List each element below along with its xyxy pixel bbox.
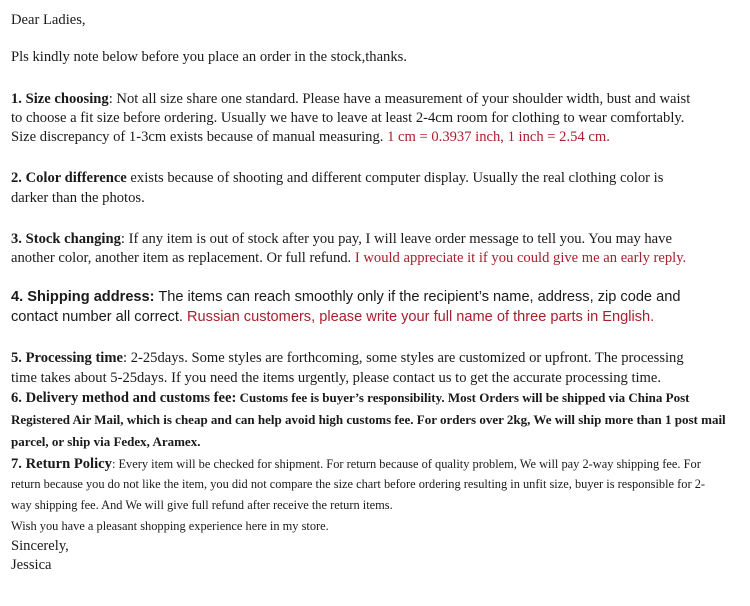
- early-reply-note: I would appreciate it if you could give me an early reply.: [354, 250, 687, 266]
- closing-wish: Wish you have a pleasant shopping experience here in my store.: [11, 519, 329, 533]
- size-choosing-line-3: Size discrepancy of 1-3cm exists because of manual measuring. 1 cm = 0.3937 inch, 1 inch = 2.54 cm.: [11, 129, 610, 145]
- processing-time-heading: 5. Processing time: [11, 350, 123, 366]
- color-difference-line-2: darker than the photos.: [11, 190, 145, 206]
- stock-changing-heading: 3. Stock changing: [11, 231, 121, 247]
- delivery-method-heading: 6. Delivery method and customs fee:: [11, 390, 237, 406]
- color-difference-heading: 2. Color difference: [11, 170, 127, 186]
- size-choosing-line-1: 1. Size choosing: Not all size share one standard. Please have a measurement of your shoulder width, bust and waist: [11, 91, 691, 107]
- processing-time-line-1: 5. Processing time: 2-25days. Some styles are forthcoming, some styles are customized or upfront. The processing: [11, 350, 684, 366]
- delivery-method-line-3: parcel, or ship via Fedex, Aramex.: [11, 434, 201, 449]
- size-choosing-line-2: to choose a fit size before ordering. Usually we have to leave at least 2-4cm room for clothing to wear comfortably.: [11, 110, 685, 126]
- return-policy-line-1: 7. Return Policy: Every item will be checked for shipment. For return because of quality problem, We will pay 2-way shipping fee. For: [11, 456, 701, 472]
- color-difference-line-1: 2. Color difference exists because of shooting and different computer display. Usually the real clothing color is: [11, 170, 664, 186]
- shipping-address-line-2: contact number all correct. Russian customers, please write your full name of three parts in English.: [11, 309, 655, 325]
- processing-time-line-2: time takes about 5-25days. If you need the items urgently, please contact us to get the accurate processing time.: [11, 370, 662, 386]
- return-policy-heading: 7. Return Policy: [11, 456, 112, 472]
- shipping-address-heading: 4. Shipping address:: [11, 289, 155, 305]
- shipping-address-line-1: 4. Shipping address: The items can reach smoothly only if the recipient’s name, address, zip code and: [11, 289, 681, 305]
- size-choosing-heading: 1. Size choosing: [11, 91, 109, 107]
- unit-conversion: 1 cm = 0.3937 inch, 1 inch = 2.54 cm.: [387, 129, 610, 145]
- stock-changing-line-2: another color, another item as replacement. Or full refund. I would appreciate it if you could give me an early reply.: [11, 250, 687, 266]
- sign-off: Sincerely,: [11, 538, 69, 554]
- greeting: Dear Ladies,: [11, 12, 86, 28]
- return-policy-line-3: way shipping fee. And We will give full refund after receive the return items.: [11, 498, 393, 512]
- delivery-method-line-2: Registered Air Mail, which is cheap and can help avoid high customs fee. For orders over 2kg, We will ship more than 1 post mail: [11, 412, 726, 427]
- return-policy-line-2: return because you do not like the item, you did not compare the size chart before ordering resulting in unfit size, buyer is responsible for 2-: [11, 477, 706, 491]
- delivery-method-line-1: 6. Delivery method and customs fee: Customs fee is buyer’s responsibility. Most Orders will be shipped via China Post: [11, 390, 690, 406]
- stock-changing-line-1: 3. Stock changing: If any item is out of stock after you pay, I will leave order message to tell you. You may have: [11, 231, 672, 247]
- intro-line: Pls kindly note below before you place an order in the stock,thanks.: [11, 49, 407, 65]
- russian-customers-note: Russian customers, please write your full name of three parts in English.: [187, 309, 655, 325]
- signature: Jessica: [11, 557, 52, 573]
